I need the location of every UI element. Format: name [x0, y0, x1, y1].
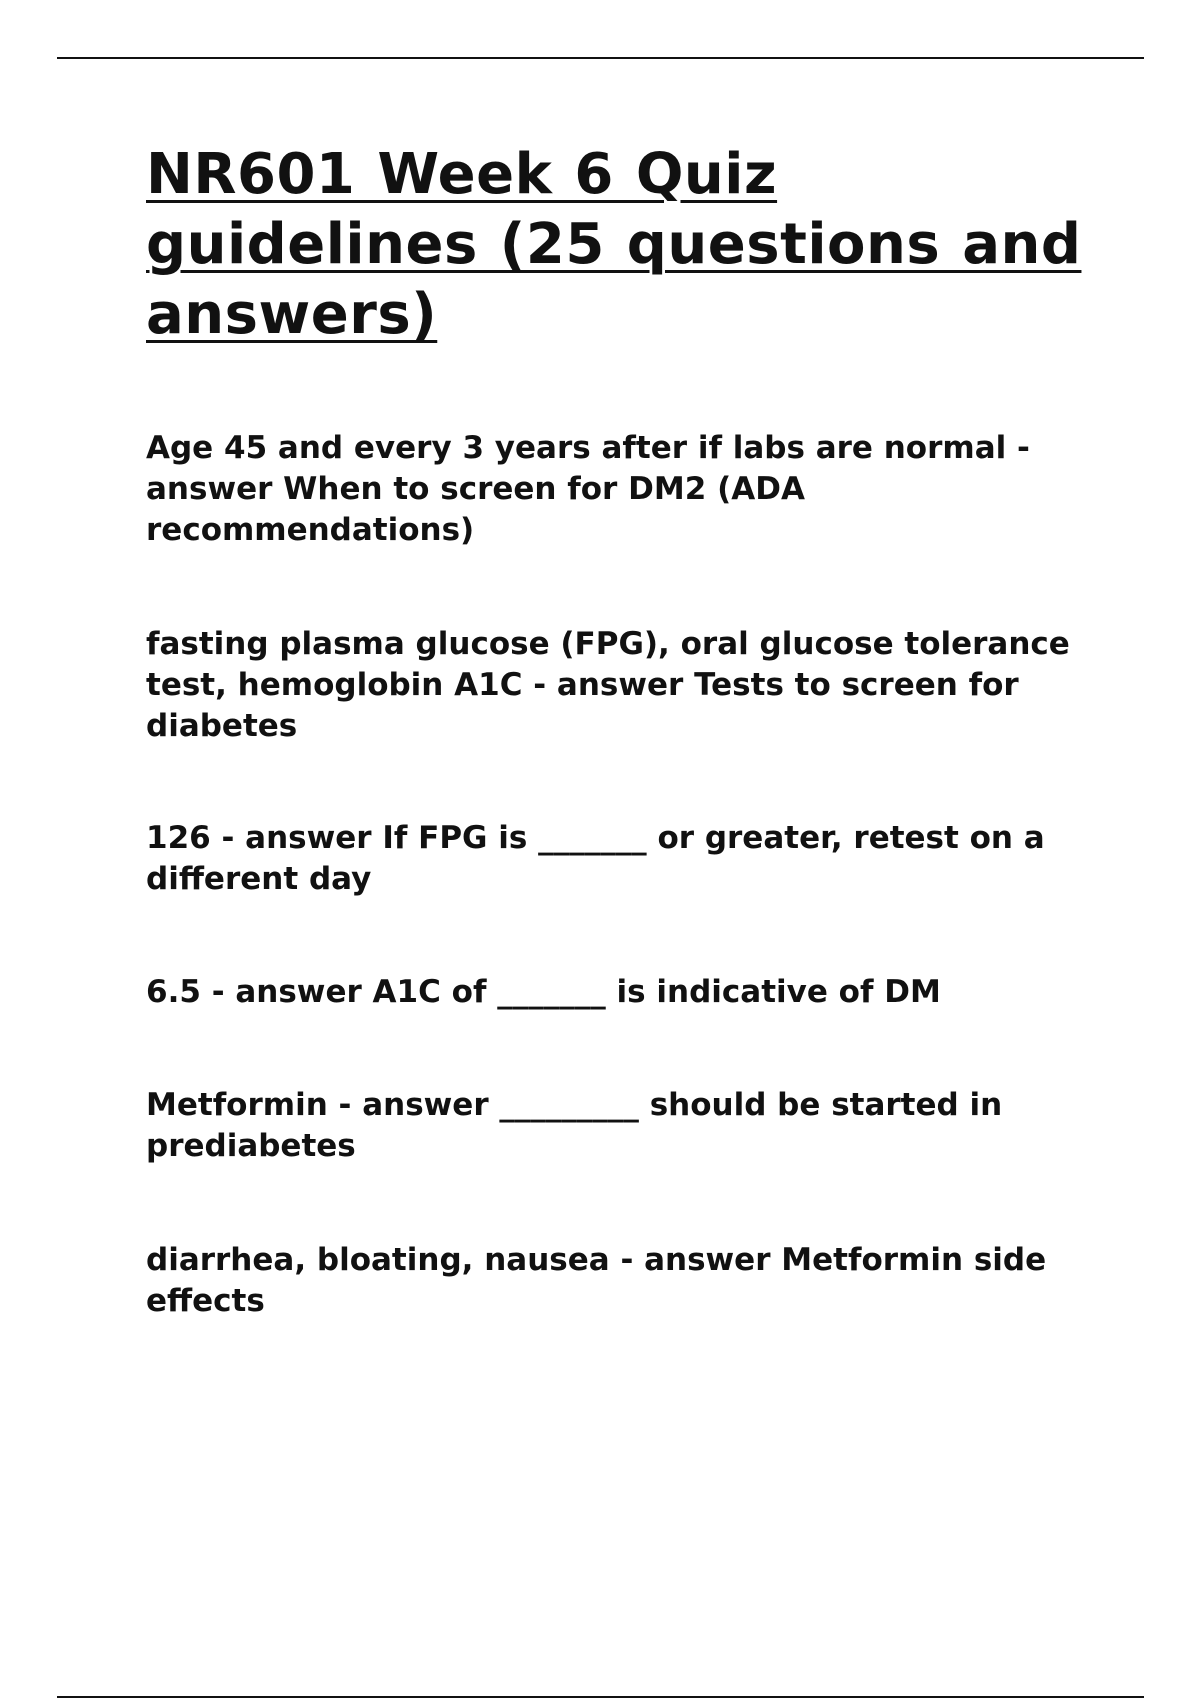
document-body	[146, 140, 1106, 350]
document-title: NR601 Week 6 Quiz guidelines (25 questions and answers)	[146, 142, 1082, 347]
top-divider	[57, 57, 1144, 59]
qa-item: 6.5 - answer A1C of _______ is indicative of DM	[146, 974, 941, 1010]
qa-item: 126 - answer If FPG is _______ or greater, retest on a different day	[146, 820, 1045, 897]
qa-item: fasting plasma glucose (FPG), oral glucose tolerance test, hemoglobin A1C - answer Tests to screen for diabetes	[146, 626, 1070, 744]
bottom-divider	[57, 1696, 1144, 1698]
qa-item: diarrhea, bloating, nausea - answer Metformin side effects	[146, 1242, 1047, 1319]
qa-item: Age 45 and every 3 years after if labs are normal - answer When to screen for DM2 (ADA recommendations)	[146, 430, 1030, 548]
qa-item: Metformin - answer _________ should be started in prediabetes	[146, 1087, 1003, 1164]
